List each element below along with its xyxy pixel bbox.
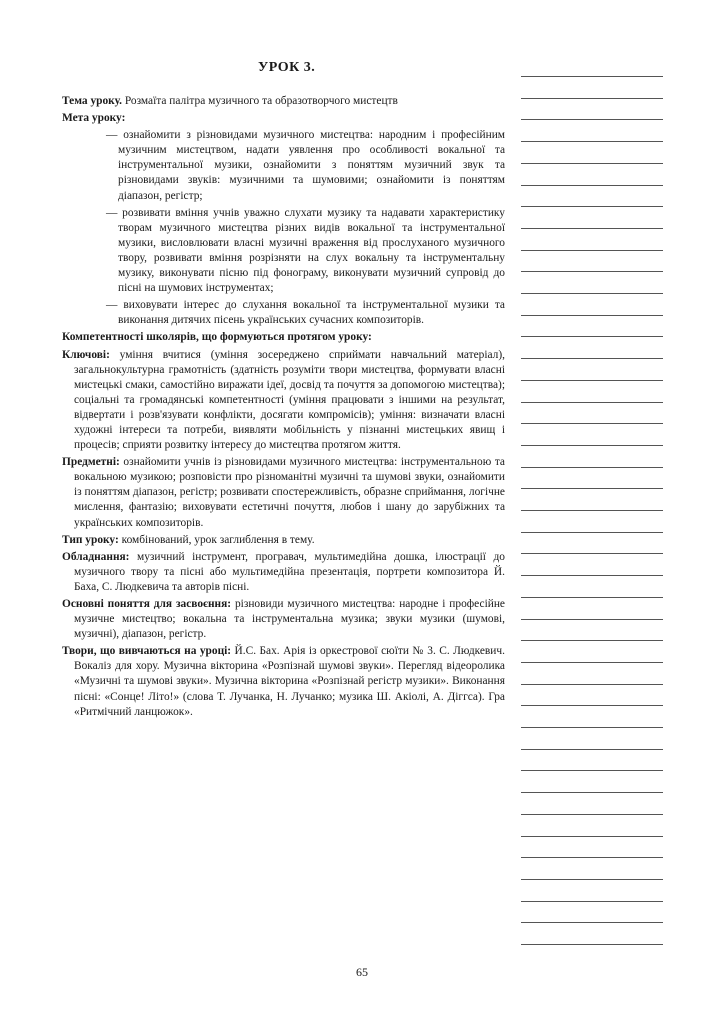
note-line (521, 662, 663, 663)
topic-line (62, 94, 505, 109)
works-text: Й.С. Бах. Арія із оркестрової сюїти № 3. С. Людкевич. Вокаліз для хору. Музична вікторина «Розпізнай шумові звуки». Перегляд відеоролика «Музичні та шумові звуки». Музична вікторина «Розпізнай регістр музики». Виконання пісні: «Сонце! Літо!» (слова Т. Лучанка, Н. Лучанко; музика Ш. Акіолі, А. Діггса). Гра «Ритмічний ланцюжок». (74, 645, 505, 718)
lesson-type (62, 533, 505, 548)
key-competencies-label: Ключові: (62, 348, 110, 361)
goal-item: — виховувати інтерес до слухання вокальної та інструментальної музики та виконання дитячих пісень українських сучасних композиторів. (106, 299, 505, 327)
note-line (521, 119, 663, 120)
subject-competencies-label: Предметні: (62, 456, 120, 469)
note-line (521, 553, 663, 554)
key-competencies (62, 348, 505, 454)
lesson-type-text: комбінований, урок заглиблення в тему. (121, 533, 315, 546)
note-line (521, 76, 663, 77)
basic-concepts-label: Основні поняття для засвоєння: (62, 598, 232, 610)
note-line (521, 185, 663, 186)
goal-item: — розвивати вміння учнів уважно слухати музику та надавати характеристику творам музичного мистецтва різних видів вокальної та інструментальної музики, висловлювати власні музичні враження від прослуханого музичного твору, розвивати вміння розрізняти на слух вокальну та інструментальну музику, виконувати пісню під фонограму, виконувати музичний супровід до пісні на шумових інструментах; (106, 206, 505, 295)
note-line (521, 228, 663, 229)
note-line (521, 727, 663, 728)
basic-concepts (62, 597, 505, 642)
note-line (521, 575, 663, 576)
note-line (521, 98, 663, 99)
note-line (521, 705, 663, 706)
works-label: Твори, що вивчаються на уроці: (62, 645, 232, 658)
key-competencies-text: уміння вчитися (уміння зосереджено сприймати навчальний матеріал), загальнокультурна грамотність (здатність розуміти твори мистецтва, формувати власні мистецькі смаки, самостійно виражати ідеї, досвід та почуття за допомогою мистецтва); соціальні та громадянські компетентності (уміння працювати з іншими на результат, відвертати і розв'язувати конфлікти, досягати компромісів); уміння: визначати власні художні інтереси та потреби, виявляти мобільність у пізнанні мистецьких явищ і процесів; сприяти розвитку інтересу до мистецтва протягом життя. (74, 348, 505, 452)
note-line (521, 836, 663, 837)
note-line (521, 944, 663, 945)
goal-label: Мета уроку: (62, 112, 126, 125)
page-number: 65 (356, 965, 368, 979)
equipment (62, 550, 505, 595)
lesson-type-label: Тип уроку: (62, 533, 119, 546)
note-line (521, 445, 663, 446)
note-line (521, 922, 663, 923)
competencies-heading-text: Компетентності школярів, що формуються протягом уроку: (62, 331, 372, 344)
note-line (521, 770, 663, 771)
subject-competencies-text: ознайомити учнів із різновидами музичного мистецтва: інструментальною та вокальною музикою; розповісти про різноманітні музичні та шумові звуки, ознайомити із поняттям діапазон, регістр; розвивати спостережливість, образне сприймання, логічне мислення, фантазію; виховувати естетичні почуття, любов і шану до зарубіжних та українських композиторів. (74, 456, 505, 529)
note-line (521, 814, 663, 815)
subject-competencies (62, 455, 505, 530)
equipment-text: музичний інструмент, програвач, мультимедійна дошка, ілюстрації до музичного твору та пісні або мультимедійна презентація, портрети композитора Й. Баха, С. Людкевича та авторів пісні. (74, 550, 505, 593)
equipment-label: Обладнання: (62, 550, 130, 563)
note-line (521, 402, 663, 403)
goal-heading (62, 111, 505, 126)
note-line (521, 250, 663, 251)
note-line (521, 315, 663, 316)
note-line (521, 532, 663, 533)
note-line (521, 879, 663, 880)
note-line (521, 336, 663, 337)
topic-text: Розмаїта палітра музичного та образотворчого мистецтв (124, 95, 398, 107)
note-line (521, 684, 663, 685)
note-line (521, 901, 663, 902)
note-line (521, 640, 663, 641)
basic-concepts-text: різновиди музичного мистецтва: народне і професійне музичне мистецтво; вокальна та інструментальна музика; звуки музики (шумові, музичні), діапазон, регістр. (74, 598, 505, 641)
note-line (521, 423, 663, 424)
note-line (521, 749, 663, 750)
note-line (521, 206, 663, 207)
competencies-heading (62, 330, 505, 345)
note-line (521, 792, 663, 793)
lesson-plan-body (62, 94, 505, 722)
note-line (521, 467, 663, 468)
note-line (521, 358, 663, 359)
note-line (521, 857, 663, 858)
lesson-title: УРОК 3. (258, 60, 316, 75)
note-line (521, 380, 663, 381)
note-line (521, 597, 663, 598)
topic-label: Тема уроку. (62, 95, 122, 107)
goal-item: — ознайомити з різновидами музичного мистецтва: народним і професійним музичним мистецтвом, надати уявлення про особливості вокальної та інструментальної музики, ознайомити з поняттям музичний звук та різновидами звуків: музичними та шумовими; ознайомити із поняттям діапазон, регістр; (106, 129, 505, 202)
note-line (521, 510, 663, 511)
note-line (521, 271, 663, 272)
note-line (521, 488, 663, 489)
works-studied (62, 644, 505, 719)
note-line (521, 141, 663, 142)
note-line (521, 163, 663, 164)
note-line (521, 619, 663, 620)
note-line (521, 293, 663, 294)
